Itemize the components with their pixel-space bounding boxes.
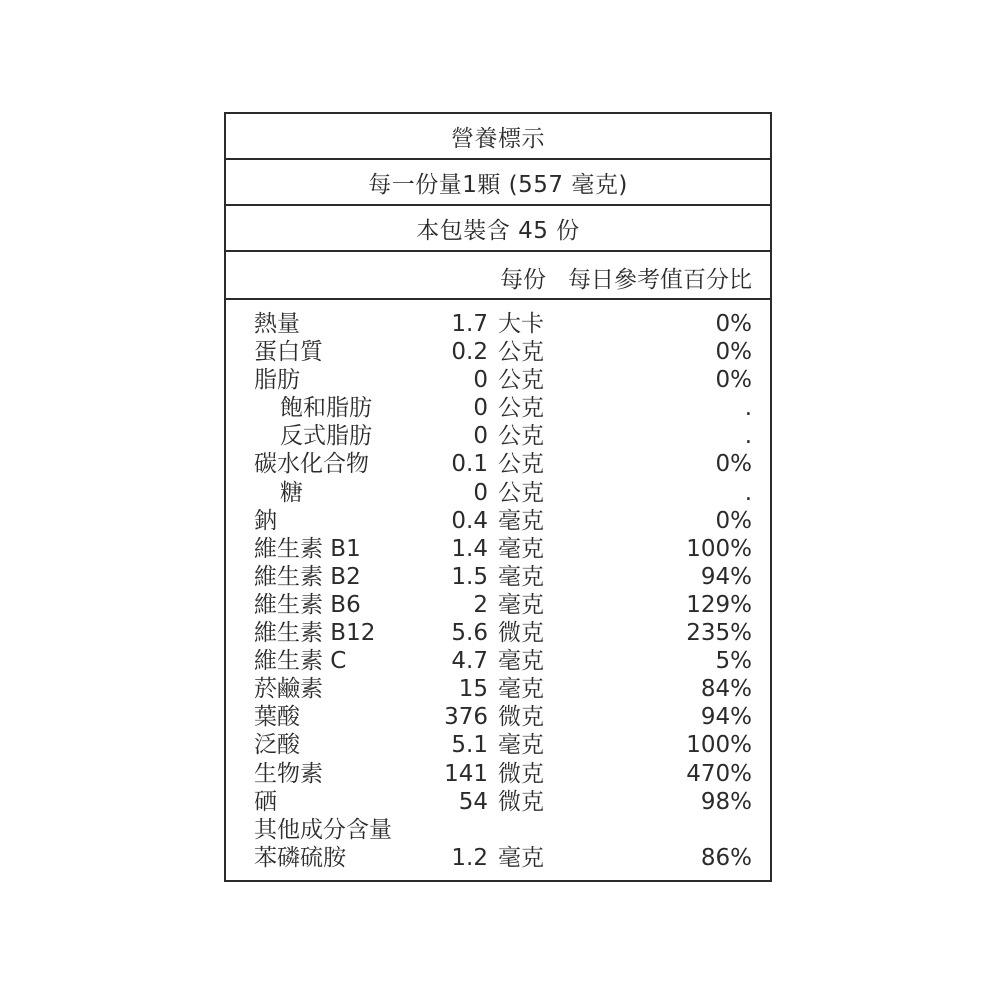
nutrient-daily-value: 84% xyxy=(700,676,752,703)
nutrient-amount: 54 xyxy=(458,788,488,815)
nutrient-daily-value: 94% xyxy=(700,563,752,590)
nutrient-row xyxy=(226,675,770,703)
nutrient-amount: 1.5 xyxy=(451,563,488,590)
nutrient-amount: 0.4 xyxy=(451,507,488,534)
nutrient-unit: 公克 xyxy=(498,423,544,450)
nutrient-row xyxy=(226,619,770,647)
nutrient-amount: 0.1 xyxy=(451,451,488,478)
nutrient-daily-value: 98% xyxy=(700,788,752,815)
nutrient-amount: 376 xyxy=(444,704,488,731)
nutrient-amount: 5.6 xyxy=(451,620,488,647)
nutrient-name: 其他成分含量 xyxy=(254,816,392,843)
nutrient-unit: 毫克 xyxy=(498,563,544,590)
nutrient-row xyxy=(226,310,770,338)
nutrient-name: 碳水化合物 xyxy=(254,451,369,478)
nutrient-unit: 毫克 xyxy=(498,732,544,759)
nutrient-unit: 毫克 xyxy=(498,676,544,703)
nutrient-amount: 141 xyxy=(444,760,488,787)
nutrient-row xyxy=(226,788,770,816)
nutrient-daily-value: 0% xyxy=(715,339,752,366)
nutrient-name: 飽和脂肪 xyxy=(280,395,372,422)
nutrient-daily-value: 100% xyxy=(686,732,752,759)
nutrient-amount: 0 xyxy=(473,395,488,422)
nutrient-name: 脂肪 xyxy=(254,367,300,394)
nutrient-unit: 微克 xyxy=(498,760,544,787)
label-title: 營養標示 xyxy=(226,114,770,160)
nutrient-daily-value: 0% xyxy=(715,367,752,394)
nutrient-daily-value: 5% xyxy=(715,648,752,675)
nutrient-row xyxy=(226,422,770,450)
nutrient-row xyxy=(226,394,770,422)
nutrient-unit: 大卡 xyxy=(498,311,544,337)
nutrient-row xyxy=(226,844,770,872)
nutrient-daily-value: 0% xyxy=(715,451,752,478)
nutrient-list xyxy=(226,300,770,872)
nutrient-daily-value: 0% xyxy=(715,311,752,337)
nutrition-label xyxy=(224,112,772,882)
per-serving-header: 每份 xyxy=(500,267,546,293)
nutrient-amount: 1.2 xyxy=(451,844,488,871)
daily-value-header: 每日參考值百分比 xyxy=(568,267,752,293)
column-header xyxy=(226,252,770,300)
nutrient-row xyxy=(226,591,770,619)
nutrient-unit: 微克 xyxy=(498,704,544,731)
nutrient-name: 糖 xyxy=(280,479,303,506)
nutrient-daily-value: . xyxy=(744,395,752,422)
nutrient-unit: 微克 xyxy=(498,620,544,647)
nutrient-name: 菸鹼素 xyxy=(254,676,323,703)
nutrient-unit: 微克 xyxy=(498,788,544,815)
nutrient-row xyxy=(226,703,770,731)
nutrient-row xyxy=(226,366,770,394)
nutrient-row xyxy=(226,760,770,788)
nutrient-row xyxy=(226,507,770,535)
nutrient-row xyxy=(226,479,770,507)
nutrient-daily-value: . xyxy=(744,423,752,450)
nutrient-daily-value: 94% xyxy=(700,704,752,731)
nutrient-amount: 1.7 xyxy=(451,311,488,337)
nutrient-name: 生物素 xyxy=(254,760,323,787)
nutrient-daily-value: 100% xyxy=(686,535,752,562)
nutrient-amount: 4.7 xyxy=(451,648,488,675)
nutrient-daily-value: 235% xyxy=(686,620,752,647)
nutrient-name: 泛酸 xyxy=(254,732,300,759)
nutrient-name: 反式脂肪 xyxy=(280,423,372,450)
nutrient-row xyxy=(226,535,770,563)
nutrient-name: 熱量 xyxy=(254,311,300,337)
nutrient-unit: 公克 xyxy=(498,339,544,366)
nutrient-row xyxy=(226,563,770,591)
nutrient-daily-value: 129% xyxy=(686,591,752,618)
nutrient-unit: 公克 xyxy=(498,451,544,478)
serving-size: 每一份量1顆 (557 毫克) xyxy=(226,160,770,206)
nutrient-name: 苯磷硫胺 xyxy=(254,844,346,871)
nutrient-daily-value: . xyxy=(744,479,752,506)
nutrient-unit: 毫克 xyxy=(498,591,544,618)
nutrient-name: 硒 xyxy=(254,788,277,815)
nutrient-name: 維生素 C xyxy=(254,648,347,675)
nutrient-amount: 2 xyxy=(473,591,488,618)
nutrient-unit: 公克 xyxy=(498,479,544,506)
nutrient-daily-value: 86% xyxy=(700,844,752,871)
nutrient-row xyxy=(226,647,770,675)
nutrient-name: 葉酸 xyxy=(254,704,300,731)
nutrient-unit: 毫克 xyxy=(498,844,544,871)
nutrient-amount: 0 xyxy=(473,367,488,394)
nutrient-amount: 0 xyxy=(473,423,488,450)
nutrient-unit: 毫克 xyxy=(498,648,544,675)
other-ingredients-heading xyxy=(226,816,770,844)
nutrient-unit: 公克 xyxy=(498,395,544,422)
nutrient-daily-value: 470% xyxy=(686,760,752,787)
nutrient-name: 維生素 B6 xyxy=(254,591,361,618)
nutrient-name: 鈉 xyxy=(254,507,277,534)
nutrient-name: 蛋白質 xyxy=(254,339,323,366)
nutrient-amount: 0.2 xyxy=(451,339,488,366)
nutrient-name: 維生素 B1 xyxy=(254,535,361,562)
nutrient-unit: 毫克 xyxy=(498,535,544,562)
nutrient-amount: 1.4 xyxy=(451,535,488,562)
nutrient-row xyxy=(226,731,770,759)
nutrient-amount: 15 xyxy=(458,676,488,703)
nutrient-name: 維生素 B2 xyxy=(254,563,361,590)
nutrient-unit: 公克 xyxy=(498,367,544,394)
nutrient-name: 維生素 B12 xyxy=(254,620,376,647)
nutrient-daily-value: 0% xyxy=(715,507,752,534)
nutrient-unit: 毫克 xyxy=(498,507,544,534)
servings-per-pack: 本包裝含 45 份 xyxy=(226,206,770,252)
nutrient-row xyxy=(226,338,770,366)
nutrient-amount: 5.1 xyxy=(451,732,488,759)
nutrient-row xyxy=(226,450,770,478)
nutrient-amount: 0 xyxy=(473,479,488,506)
